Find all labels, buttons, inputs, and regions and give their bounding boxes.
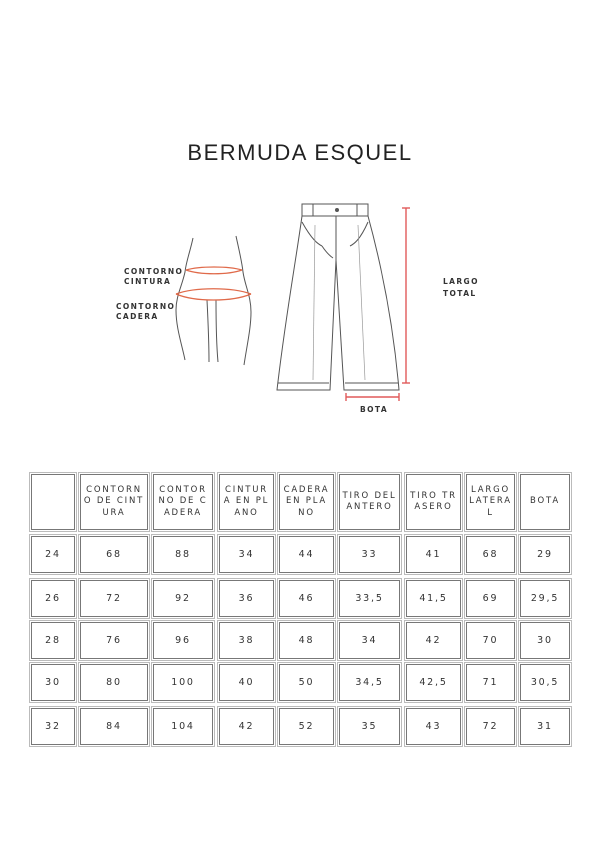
table-cell: 68 (80, 536, 148, 573)
table-cell: 29,5 (520, 580, 570, 617)
table-size-cell: 26 (31, 580, 75, 617)
table-header-cell: BOTA (520, 474, 570, 530)
table-cell: 104 (153, 708, 213, 745)
table-header-cell: TIRO TRASERO (406, 474, 461, 530)
table-size-cell: 32 (31, 708, 75, 745)
table-cell: 96 (153, 622, 213, 659)
table-cell: 68 (466, 536, 515, 573)
table-cell: 72 (466, 708, 515, 745)
table-cell: 30 (520, 622, 570, 659)
table-cell: 42,5 (406, 664, 461, 701)
table-cell: 70 (466, 622, 515, 659)
table-cell: 80 (80, 664, 148, 701)
table-cell: 46 (279, 580, 334, 617)
table-cell: 76 (80, 622, 148, 659)
table-cell: 43 (406, 708, 461, 745)
table-header-cell (31, 474, 75, 530)
table-cell: 35 (339, 708, 400, 745)
table-cell: 52 (279, 708, 334, 745)
contorno-cadera-label: CONTORNO CADERA (116, 302, 176, 321)
table-cell: 84 (80, 708, 148, 745)
table-size-cell: 28 (31, 622, 75, 659)
table-cell: 40 (219, 664, 274, 701)
table-cell: 34 (219, 536, 274, 573)
hip-measure-line (176, 289, 251, 300)
waist-measure-line (186, 267, 242, 274)
table-size-cell: 24 (31, 536, 75, 573)
table-cell: 92 (153, 580, 213, 617)
table-cell: 33,5 (339, 580, 400, 617)
table-cell: 72 (80, 580, 148, 617)
table-cell: 42 (406, 622, 461, 659)
bota-label: BOTA (360, 405, 389, 414)
table-cell: 38 (219, 622, 274, 659)
table-header-cell: CONTORNO DE CADERA (153, 474, 213, 530)
table-cell: 41 (406, 536, 461, 573)
table-header-cell: CONTORNO DE CINTURA (80, 474, 148, 530)
table-cell: 30,5 (520, 664, 570, 701)
table-cell: 36 (219, 580, 274, 617)
table-cell: 34,5 (339, 664, 400, 701)
table-cell: 44 (279, 536, 334, 573)
table-cell: 41,5 (406, 580, 461, 617)
table-cell: 48 (279, 622, 334, 659)
table-cell: 31 (520, 708, 570, 745)
table-cell: 50 (279, 664, 334, 701)
largo-total-label: LARGO TOTAL (443, 277, 479, 298)
table-cell: 42 (219, 708, 274, 745)
table-cell: 88 (153, 536, 213, 573)
contorno-cintura-label: CONTORNO CINTURA (124, 267, 184, 286)
table-header-cell: TIRO DELANTERO (339, 474, 400, 530)
table-cell: 29 (520, 536, 570, 573)
page-title: BERMUDA ESQUEL (187, 140, 413, 165)
table-header-cell: CINTURA EN PLANO (219, 474, 274, 530)
bota-measure (346, 393, 399, 401)
table-cell: 34 (339, 622, 400, 659)
table-header-cell: CADERA EN PLANO (279, 474, 334, 530)
table-cell: 71 (466, 664, 515, 701)
table-cell: 69 (466, 580, 515, 617)
table-size-cell: 30 (31, 664, 75, 701)
table-cell: 33 (339, 536, 400, 573)
pants-drawing (277, 204, 399, 390)
table-header-cell: LARGO LATERAL (466, 474, 515, 530)
largo-total-measure (402, 208, 410, 383)
table-cell: 100 (153, 664, 213, 701)
